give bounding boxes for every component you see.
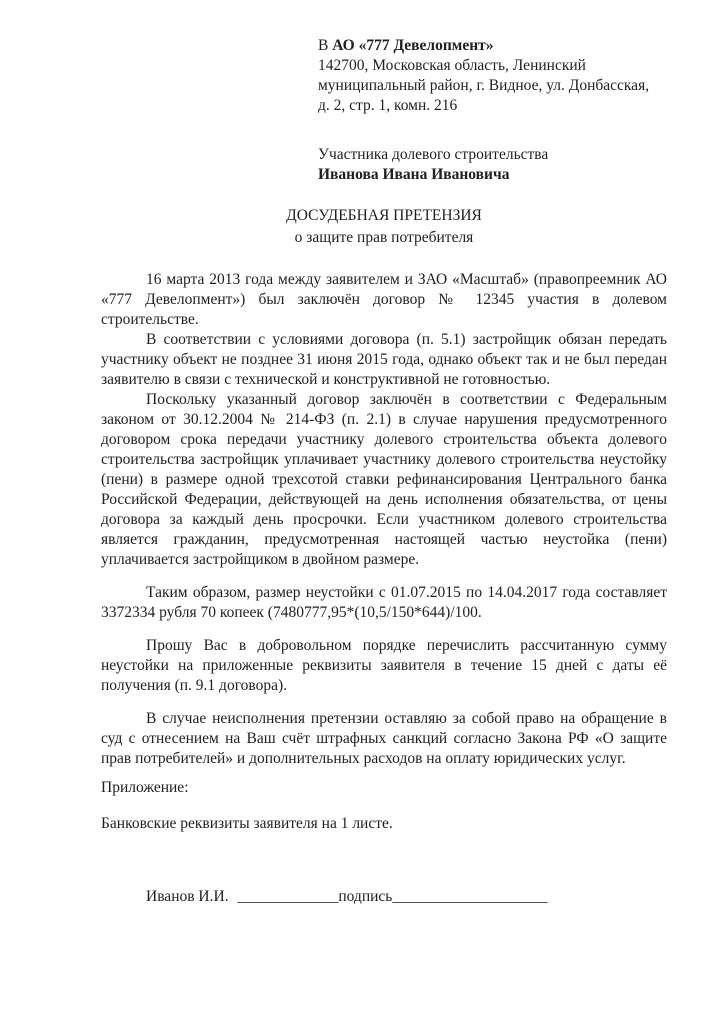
signature-name: Иванов И.И.	[146, 888, 229, 905]
paragraph-contract: 16 марта 2013 года между заявителем и ЗАО «Масштаб» (правопреемник АО «777 Девелопмент») был заключён договор № 12345 участия в долевом строительстве.	[101, 271, 667, 328]
recipient-address-line-2: муниципальный район, г. Видное, ул. Донбасская,	[318, 77, 650, 94]
document-subtitle: о защите прав потребителя	[294, 229, 474, 246]
signature-label: подпись	[338, 888, 393, 905]
document-title-block	[101, 205, 667, 249]
applicant-block	[318, 145, 667, 185]
recipient-name-line	[318, 36, 667, 56]
recipient-address-line-1: 142700, Московская область, Ленинский	[318, 57, 586, 74]
attachment-label: Приложение:	[101, 779, 189, 796]
signature-row	[101, 887, 667, 907]
signature-blank-line-1: _____________	[237, 888, 339, 905]
applicant-name: Иванова Ивана Ивановича	[318, 166, 510, 183]
paragraph-penalty-amount: Таким образом, размер неустойки с 01.07.2015 по 14.04.2017 года составляет 3372334 рубля 70 копеек (7480777,95*(10,5/150*644)/100.	[101, 584, 667, 621]
paragraph-court-warning: В случае неисполнения претензии оставляю за собой право на обращение в суд с отнесением на Ваш счёт штрафных санкций согласно Закона РФ «О защите прав потребителей» и дополнительных расходов на оплату юридических услуг.	[101, 710, 667, 767]
applicant-role: Участника долевого строительства	[318, 146, 549, 163]
recipient-prefix: В	[318, 37, 333, 54]
attachment-item: Банковские реквизиты заявителя на 1 листе.	[101, 815, 393, 832]
recipient-company-name: АО «777 Девелопмент»	[332, 37, 494, 54]
paragraph-law-basis: Поскольку указанный договор заключён в соответствии с Федеральным законом от 30.12.2004 № 214-ФЗ (п. 2.1) в случае нарушения предусмотренного договором срока передачи участнику долевого строительства объекта долевого строительства застройщик уплачивает участнику долевого строительства неустойку (пени) в размере одной трехсотой ставки рефинансирования Центрального банка Российской Федерации, действующей на день исполнения обязательства, от цены договора за каждый день просрочки. Если участником долевого строительства является гражданин, предусмотренная настоящей частью неустойка (пени) уплачивается застройщиком в двойном размере.	[101, 391, 667, 568]
recipient-block	[318, 36, 667, 116]
document-title: ДОСУДЕБНАЯ ПРЕТЕНЗИЯ	[286, 207, 482, 224]
signature-blank-line-2: ____________________	[392, 888, 548, 905]
paragraph-deadline: В соответствии с условиями договора (п. 5.1) застройщик обязан передать участнику объект не позднее 31 июня 2015 года, однако объект так и не был передан заявителю в связи с технической и конструктивной не готовностью.	[101, 331, 667, 388]
recipient-address-line-3: д. 2, стр. 1, комн. 216	[318, 97, 458, 114]
document-body	[101, 270, 667, 769]
paragraph-payment-request: Прошу Вас в добровольном порядке перечислить рассчитанную сумму неустойки на приложенные реквизиты заявителя в течение 15 дней с даты её получения (п. 9.1 договора).	[101, 637, 667, 694]
